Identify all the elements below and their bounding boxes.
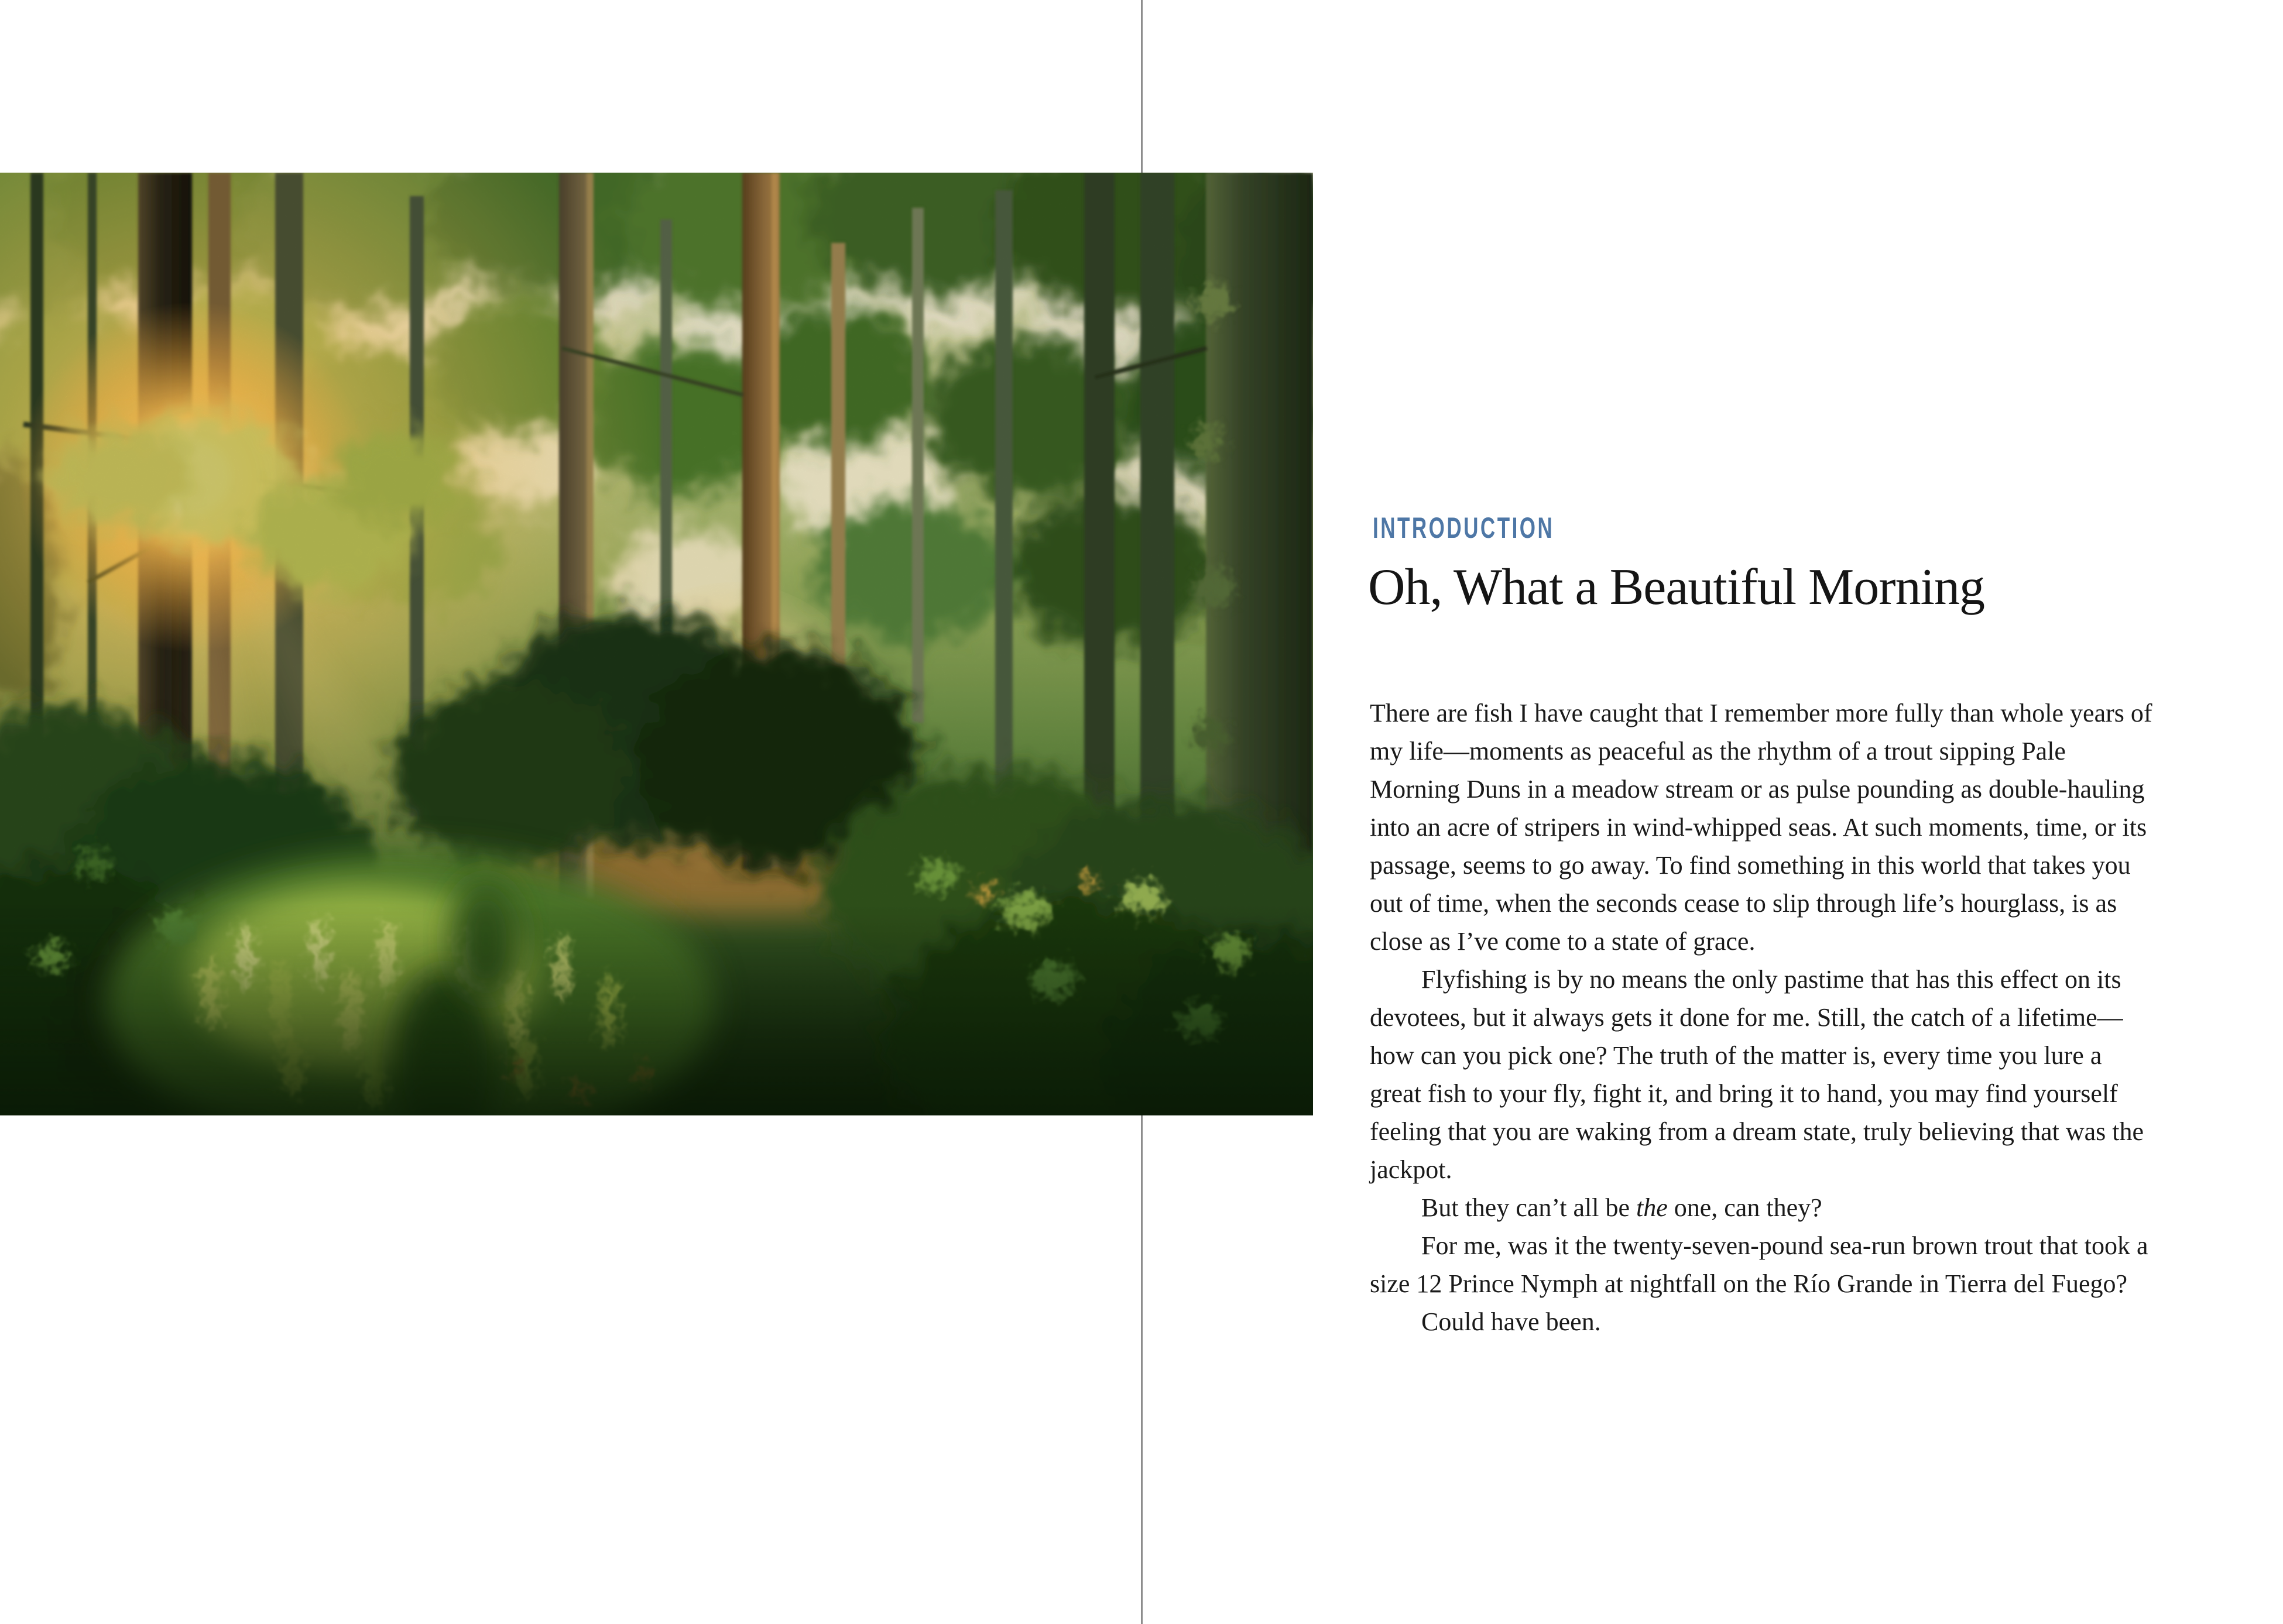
text-run: Could have been. xyxy=(1421,1307,1601,1336)
text-run: But they can’t all be xyxy=(1421,1193,1636,1222)
text-run: one, can they? xyxy=(1667,1193,1822,1222)
text-run: There are fish I have caught that I remember more fully than whole years of my life—moments as peaceful as the rhythm of a trout sipping Pale Morning Duns in a meadow stream or as pulse pounding as double-hauling into an acre of stripers in wind-whipped seas. At such moments, time, or its passage, seems to go away. To find something in this world that takes you out of time, when the seconds cease to slip through life’s hourglass, is as close as I’ve come to a state of grace. xyxy=(1370,699,2152,956)
forest-photo xyxy=(0,173,1313,1115)
paragraph xyxy=(1370,1303,2157,1341)
text-run: Flyfishing is by no means the only pastime that has this effect on its devotees, but it always gets it done for me. Still, the catch of a lifetime—how can you pick one? The truth of the matter is, every time you lure a great fish to your fly, fight it, and bring it to hand, you may find yourself feeling that you are waking from a dream state, truly believing that was the jackpot. xyxy=(1370,965,2144,1184)
film-grain xyxy=(0,173,1313,1115)
text-run: For me, was it the twenty-seven-pound sea-run brown trout that took a size 12 Prince Nymph at nightfall on the Río Grande in Tierra del Fuego? xyxy=(1370,1231,2148,1298)
paragraph xyxy=(1370,960,2157,1189)
page-title: Oh, What a Beautiful Morning xyxy=(1368,559,1985,616)
body-text xyxy=(1370,694,2157,1341)
chapter-kicker: INTRODUCTION xyxy=(1373,511,1555,544)
italic-run: the xyxy=(1636,1193,1668,1222)
forest-photo-illustration xyxy=(0,173,1313,1115)
paragraph xyxy=(1370,694,2157,960)
paragraph xyxy=(1370,1189,2157,1227)
paragraph xyxy=(1370,1227,2157,1303)
